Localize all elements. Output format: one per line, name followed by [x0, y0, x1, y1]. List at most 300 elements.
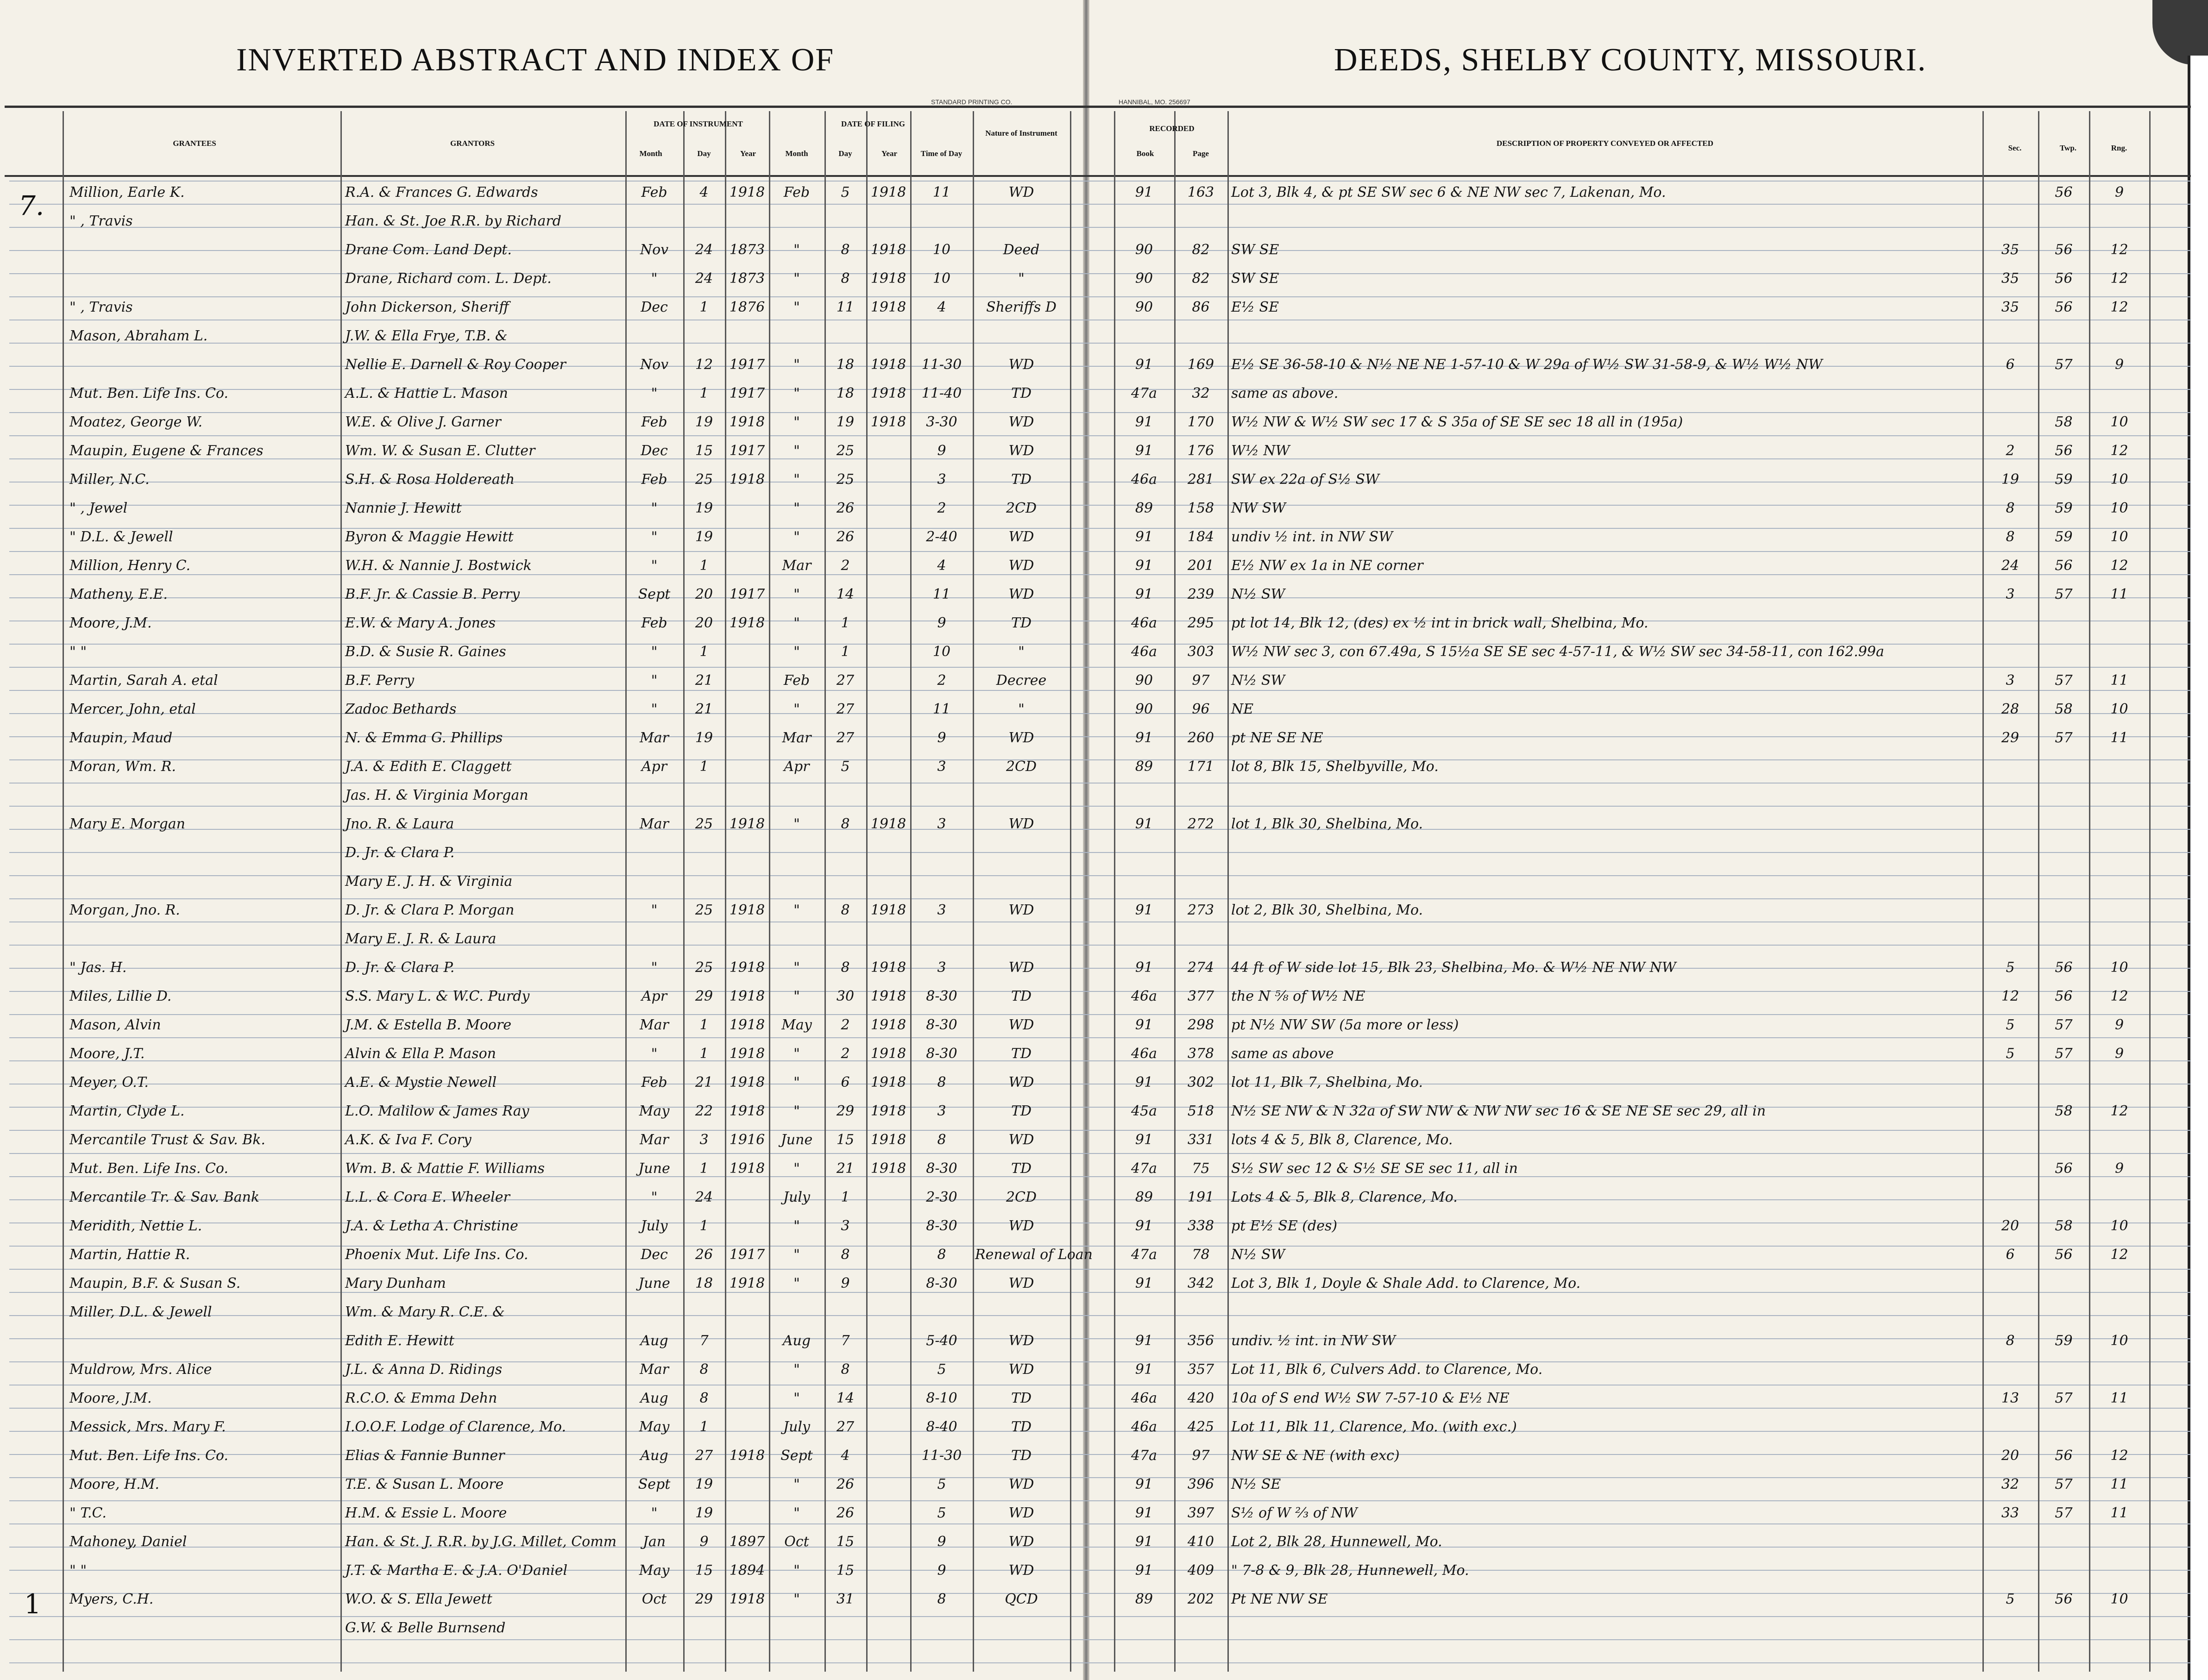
cell-n: TD	[1011, 1390, 1032, 1406]
table-row	[0, 871, 2208, 893]
cell-r: 9	[2114, 184, 2124, 201]
cell-grantee: Miller, D.L. & Jewell	[69, 1304, 212, 1320]
cell-fd	[827, 871, 864, 893]
cell-p: 97	[1192, 672, 1210, 689]
cell-iy: 1918	[729, 615, 765, 631]
cell-fm: "	[793, 1476, 800, 1492]
cell-iy	[726, 1387, 768, 1410]
cell-r	[2090, 612, 2148, 634]
cell-tw: 57	[2055, 1390, 2073, 1406]
cell-fd: 26	[836, 1505, 855, 1521]
cell-b: 91	[1135, 529, 1153, 545]
header-month: Month	[639, 149, 662, 158]
cell-tw: 58	[2055, 414, 2073, 430]
ruled-line	[9, 1153, 2191, 1154]
cell-grantee: Mercantile Tr. & Sav. Bank	[69, 1189, 260, 1205]
table-row	[0, 268, 2208, 290]
cell-r: 9	[2114, 1017, 2124, 1033]
cell-fy	[868, 1330, 909, 1352]
cell-id: 19	[695, 500, 713, 516]
cell-p: 342	[1187, 1275, 1214, 1291]
cell-t	[912, 842, 972, 864]
cell-desc: 44 ft of W side lot 15, Blk 23, Shelbina, Mo. & W½ NE NW NW	[1231, 959, 1676, 976]
cell-iy: 1918	[729, 184, 765, 201]
cell-t	[912, 325, 972, 347]
table-row	[0, 1043, 2208, 1065]
cell-fd: 6	[841, 1074, 850, 1091]
cell-grantor: Edith E. Hewitt	[345, 1333, 454, 1349]
cell-r	[2090, 899, 2148, 921]
cell-n: Decree	[996, 672, 1047, 689]
cell-desc: E½ NW ex 1a in NE corner	[1231, 558, 1423, 574]
cell-fd	[827, 842, 864, 864]
cell-desc: same as above.	[1231, 385, 1339, 401]
cell-iy: 1916	[729, 1132, 765, 1148]
cell-grantee: " Jas. H.	[69, 959, 127, 976]
cell-im: Apr	[641, 988, 667, 1004]
table-row	[0, 1244, 2208, 1266]
cell-t: 5-40	[926, 1333, 957, 1349]
cell-n: WD	[1008, 1361, 1034, 1378]
cell-id: 1	[699, 1160, 709, 1177]
cell-b: 91	[1135, 959, 1153, 976]
cell-fd: 19	[836, 414, 855, 430]
cell-s: 8	[2006, 529, 2015, 545]
cell-s	[1985, 756, 2036, 778]
cell-n: WD	[1008, 357, 1034, 373]
cell-grantee: Mercantile Trust & Sav. Bk.	[69, 1132, 265, 1148]
cell-fy: 1918	[870, 242, 906, 258]
cell-iy	[726, 670, 768, 692]
ruled-line	[9, 921, 2191, 922]
cell-b: 46a	[1131, 471, 1157, 488]
cell-s: 35	[2001, 299, 2019, 315]
cell-tw	[2039, 641, 2088, 663]
cell-tw: 57	[2055, 1505, 2073, 1521]
cell-fy: 1918	[870, 988, 906, 1004]
cell-r	[2090, 1617, 2148, 1639]
cell-tw: 58	[2055, 1218, 2073, 1234]
cell-r	[2090, 842, 2148, 864]
cell-n: 2CD	[1006, 759, 1037, 775]
cell-b	[1116, 1617, 1172, 1639]
cell-s: 28	[2001, 701, 2019, 717]
cell-iy: 1918	[729, 471, 765, 488]
cell-grantor: Wm. & Mary R. C.E. &	[345, 1304, 505, 1320]
cell-b: 91	[1135, 1275, 1153, 1291]
cell-desc: N½ SW	[1231, 1247, 1285, 1263]
cell-desc: W½ NW	[1231, 443, 1290, 459]
cell-fm: May	[781, 1017, 812, 1033]
cell-fm: "	[793, 1247, 800, 1263]
cell-fd: 29	[836, 1103, 855, 1119]
cell-b: 90	[1135, 299, 1153, 315]
cell-fm	[771, 842, 822, 864]
cell-fd	[827, 210, 864, 232]
cell-fy: 1918	[870, 299, 906, 315]
cell-grantee: " , Travis	[69, 299, 133, 315]
cell-desc: SW SE	[1231, 242, 1279, 258]
cell-n: WD	[1008, 1505, 1034, 1521]
cell-t: 2-30	[926, 1189, 957, 1205]
cell-fd: 11	[836, 299, 855, 315]
cell-s: 32	[2001, 1476, 2019, 1492]
cell-s: 20	[2001, 1218, 2019, 1234]
table-row	[0, 1588, 2208, 1611]
cell-r	[2090, 382, 2148, 405]
cell-iy: 1917	[729, 586, 765, 602]
cell-grantee: Mercer, John, etal	[69, 701, 196, 717]
cell-t: 8	[937, 1132, 946, 1148]
cell-grantee: Messick, Mrs. Mary F.	[69, 1419, 226, 1435]
cell-desc	[1231, 1301, 1979, 1323]
cell-desc	[1231, 784, 1979, 807]
cell-grantor: B.F. Jr. & Cassie B. Perry	[345, 586, 520, 602]
cell-im	[628, 1301, 681, 1323]
cell-t: 8-10	[926, 1390, 957, 1406]
cell-n	[975, 210, 1068, 232]
cell-id: 4	[699, 184, 709, 201]
table-row	[0, 1560, 2208, 1582]
cell-r	[2090, 1273, 2148, 1295]
cell-b: 91	[1135, 1476, 1153, 1492]
cell-desc: S½ SW sec 12 & S½ SE SE sec 11, all in	[1231, 1160, 1518, 1177]
cell-p: 338	[1187, 1218, 1214, 1234]
cell-iy: 1918	[729, 988, 765, 1004]
cell-t: 8-30	[926, 1017, 957, 1033]
cell-im: Sept	[638, 1476, 671, 1492]
cell-id: 25	[695, 816, 713, 832]
cell-t: 2	[937, 500, 946, 516]
cell-id: 20	[695, 586, 713, 602]
cell-fy	[868, 670, 909, 692]
cell-desc: Lot 11, Blk 6, Culvers Add. to Clarence, Mo.	[1231, 1361, 1543, 1378]
header-time-of-day: Time of Day	[920, 149, 962, 158]
cell-r	[2090, 1359, 2148, 1381]
cell-p: 169	[1187, 357, 1214, 373]
cell-grantee: Meridith, Nettie L.	[69, 1218, 202, 1234]
cell-tw	[2039, 325, 2088, 347]
cell-t: 9	[937, 730, 946, 746]
cell-id: 15	[695, 1562, 713, 1579]
cell-grantee: Mut. Ben. Life Ins. Co.	[69, 385, 228, 401]
ruled-line	[9, 1639, 2191, 1640]
cell-s: 35	[2001, 242, 2019, 258]
cell-grantee: Moore, J.T.	[69, 1046, 145, 1062]
cell-tw: 59	[2055, 471, 2073, 488]
cell-id: 24	[695, 242, 713, 258]
cell-tw	[2039, 1273, 2088, 1295]
cell-n	[975, 784, 1068, 807]
table-row	[0, 698, 2208, 721]
cell-r	[2090, 1186, 2148, 1209]
cell-fy: 1918	[870, 357, 906, 373]
cell-t: 2	[937, 672, 946, 689]
cell-iy	[726, 784, 768, 807]
cell-t: 11	[932, 184, 951, 201]
cell-r	[2090, 325, 2148, 347]
cell-grantor: Wm. W. & Susan E. Clutter	[345, 443, 535, 459]
cell-grantor: R.C.O. & Emma Dehn	[345, 1390, 497, 1406]
cell-r: 11	[2110, 1505, 2128, 1521]
cell-fy	[868, 641, 909, 663]
cell-id: 1	[699, 558, 709, 574]
cell-b: 91	[1135, 1132, 1153, 1148]
cell-fm: Mar	[782, 730, 811, 746]
cell-t: 3	[937, 902, 946, 918]
cell-s	[1985, 1186, 2036, 1209]
cell-fy: 1918	[870, 1132, 906, 1148]
cell-t: 11-30	[921, 1448, 962, 1464]
table-row	[0, 1617, 2208, 1639]
cell-grantee: Million, Earle K.	[69, 184, 185, 201]
cell-n: "	[1018, 701, 1025, 717]
cell-fy: 1918	[870, 1046, 906, 1062]
cell-id: 21	[695, 701, 713, 717]
cell-r	[2090, 1301, 2148, 1323]
cell-fm	[771, 871, 822, 893]
header-filing-year: Year	[881, 149, 897, 158]
cell-fm: "	[793, 385, 800, 401]
cell-b: 46a	[1131, 615, 1157, 631]
cell-p: 184	[1187, 529, 1214, 545]
header-rule	[5, 175, 2191, 177]
table-row	[0, 1330, 2208, 1352]
table-row	[0, 784, 2208, 807]
cell-b	[1116, 842, 1172, 864]
cell-grantee	[69, 928, 338, 950]
cell-t: 8-30	[926, 1275, 957, 1291]
cell-r: 11	[2110, 672, 2128, 689]
cell-id: 21	[695, 672, 713, 689]
cell-im	[628, 210, 681, 232]
cell-p: 32	[1192, 385, 1210, 401]
cell-grantee: Mut. Ben. Life Ins. Co.	[69, 1448, 228, 1464]
cell-b: 91	[1135, 902, 1153, 918]
cell-r	[2090, 1129, 2148, 1151]
cell-grantor: D. Jr. & Clara P. Morgan	[345, 902, 515, 918]
cell-b: 91	[1135, 730, 1153, 746]
cell-s: 8	[2006, 1333, 2015, 1349]
cell-p: 272	[1187, 816, 1214, 832]
cell-n: WD	[1008, 443, 1034, 459]
cell-grantee: Matheny, E.E.	[69, 586, 168, 602]
cell-b: 46a	[1131, 644, 1157, 660]
cell-grantor: Nellie E. Darnell & Roy Cooper	[345, 357, 566, 373]
cell-iy: 1918	[729, 414, 765, 430]
cell-n	[975, 842, 1068, 864]
cell-tw	[2039, 382, 2088, 405]
table-row	[0, 985, 2208, 1008]
cell-fm	[771, 1617, 822, 1639]
cell-tw	[2039, 899, 2088, 921]
cell-fy	[868, 842, 909, 864]
cell-p: 171	[1187, 759, 1214, 775]
ruled-line	[9, 1037, 2191, 1038]
cell-r: 10	[2110, 1333, 2128, 1349]
cell-fm: "	[793, 357, 800, 373]
cell-tw	[2039, 1531, 2088, 1553]
cell-iy	[726, 1502, 768, 1524]
cell-r	[2090, 210, 2148, 232]
cell-iy	[726, 727, 768, 749]
cell-id: 3	[699, 1132, 709, 1148]
cell-fy	[868, 784, 909, 807]
cell-b: 91	[1135, 1361, 1153, 1378]
cell-grantor: D. Jr. & Clara P.	[345, 959, 455, 976]
cell-grantee: Morgan, Jno. R.	[69, 902, 180, 918]
header-day: Day	[697, 149, 711, 158]
cell-grantee: " T.C.	[69, 1505, 107, 1521]
cell-s	[1985, 1129, 2036, 1151]
cell-fy	[868, 1273, 909, 1295]
cell-p	[1176, 1617, 1225, 1639]
cell-grantee: Mason, Alvin	[69, 1017, 161, 1033]
cell-fd	[827, 928, 864, 950]
cell-im: June	[638, 1160, 670, 1177]
table-row	[0, 1158, 2208, 1180]
cell-p: 281	[1187, 471, 1214, 488]
cell-n: 2CD	[1006, 1189, 1037, 1205]
table-row	[0, 1531, 2208, 1553]
cell-fd: 1	[841, 615, 850, 631]
cell-grantor: Nannie J. Hewitt	[345, 500, 462, 516]
cell-tw: 57	[2055, 586, 2073, 602]
cell-fm: July	[783, 1419, 810, 1435]
cell-fd: 7	[841, 1333, 850, 1349]
cell-grantor: H.M. & Essie L. Moore	[345, 1505, 507, 1521]
cell-tw: 57	[2055, 357, 2073, 373]
cell-r: 11	[2110, 1390, 2128, 1406]
cell-s	[1985, 325, 2036, 347]
cell-im: Mar	[640, 1132, 669, 1148]
cell-r: 9	[2114, 357, 2124, 373]
header-date-filing: DATE OF FILING	[841, 119, 905, 128]
cell-fm: "	[793, 414, 800, 430]
cell-n: WD	[1008, 1218, 1034, 1234]
cell-tw: 58	[2055, 701, 2073, 717]
cell-grantee	[69, 354, 338, 376]
cell-fd: 27	[836, 701, 855, 717]
cell-iy: 1918	[729, 959, 765, 976]
cell-t	[912, 1301, 972, 1323]
cell-grantee: Moore, J.M.	[69, 615, 152, 631]
cell-n: TD	[1011, 988, 1032, 1004]
cell-r: 11	[2110, 730, 2128, 746]
cell-desc: E½ SE 36-58-10 & N½ NE NE 1-57-10 & W 29a of W½ SW 31-58-9, & W½ W½ NW	[1231, 357, 1823, 373]
cell-tw: 58	[2055, 1103, 2073, 1119]
cell-n: TD	[1011, 1103, 1032, 1119]
cell-n: WD	[1008, 902, 1034, 918]
header-nature: Nature of Instrument	[985, 129, 1057, 138]
cell-fm	[771, 928, 822, 950]
cell-im: "	[651, 500, 658, 516]
cell-fy: 1918	[870, 959, 906, 976]
cell-grantee	[69, 1617, 338, 1639]
cell-desc: SW ex 22a of S½ SW	[1231, 471, 1379, 488]
cell-im: May	[639, 1562, 670, 1579]
cell-t: 5	[937, 1476, 946, 1492]
cell-fd: 25	[836, 443, 855, 459]
cell-t: 11-40	[921, 385, 962, 401]
cell-p: 378	[1187, 1046, 1214, 1062]
cell-fm: "	[793, 1103, 800, 1119]
cell-fy	[868, 871, 909, 893]
cell-fy	[868, 698, 909, 721]
cell-t: 8-40	[926, 1419, 957, 1435]
cell-fd: 25	[836, 471, 855, 488]
cell-grantee: Mason, Abraham L.	[69, 328, 208, 344]
cell-r: 12	[2110, 270, 2128, 287]
cell-fd	[827, 1617, 864, 1639]
cell-fy	[868, 928, 909, 950]
cell-desc	[1231, 871, 1979, 893]
cell-b: 91	[1135, 414, 1153, 430]
cell-id: 19	[695, 1476, 713, 1492]
cell-s	[1985, 612, 2036, 634]
cell-p: 97	[1192, 1448, 1210, 1464]
cell-iy: 1873	[729, 242, 765, 258]
cell-im: Aug	[640, 1390, 668, 1406]
cell-iy	[726, 1473, 768, 1496]
ruled-line	[9, 1500, 2191, 1501]
cell-im	[628, 871, 681, 893]
cell-s: 35	[2001, 270, 2019, 287]
cell-im: Jan	[642, 1534, 666, 1550]
cell-p: 239	[1187, 586, 1214, 602]
cell-s: 5	[2006, 959, 2015, 976]
cell-tw: 56	[2055, 242, 2073, 258]
cell-im: "	[651, 672, 658, 689]
cell-im: Feb	[641, 1074, 667, 1091]
table-row	[0, 325, 2208, 347]
cell-r	[2090, 1072, 2148, 1094]
cell-fy: 1918	[870, 184, 906, 201]
cell-s	[1985, 1531, 2036, 1553]
cell-b: 90	[1135, 672, 1153, 689]
cell-p: 82	[1192, 270, 1210, 287]
cell-r: 10	[2110, 1218, 2128, 1234]
cell-fy: 1918	[870, 385, 906, 401]
cell-tw	[2039, 1416, 2088, 1438]
header-grantors: GRANTORS	[450, 139, 495, 148]
table-row	[0, 1100, 2208, 1122]
cell-fm: "	[793, 270, 800, 287]
cell-id: 9	[699, 1534, 709, 1550]
cell-p: 397	[1187, 1505, 1214, 1521]
table-row	[0, 1359, 2208, 1381]
cell-grantee	[69, 268, 338, 290]
cell-iy: 1918	[729, 1074, 765, 1091]
cell-id: 25	[695, 902, 713, 918]
cell-desc: lot 1, Blk 30, Shelbina, Mo.	[1231, 816, 1423, 832]
cell-im: Mar	[640, 1017, 669, 1033]
cell-b: 91	[1135, 586, 1153, 602]
cell-p: 75	[1192, 1160, 1210, 1177]
cell-t: 10	[932, 270, 951, 287]
cell-p: 396	[1187, 1476, 1214, 1492]
cell-fm: "	[793, 701, 800, 717]
cell-b: 90	[1135, 270, 1153, 287]
cell-t: 3	[937, 1103, 946, 1119]
cell-fd: 30	[836, 988, 855, 1004]
cell-t: 4	[937, 558, 946, 574]
cell-tw	[2039, 210, 2088, 232]
cell-t: 11-30	[921, 357, 962, 373]
cell-fm: Apr	[784, 759, 810, 775]
cell-tw: 56	[2055, 299, 2073, 315]
cell-iy: 1918	[729, 1275, 765, 1291]
